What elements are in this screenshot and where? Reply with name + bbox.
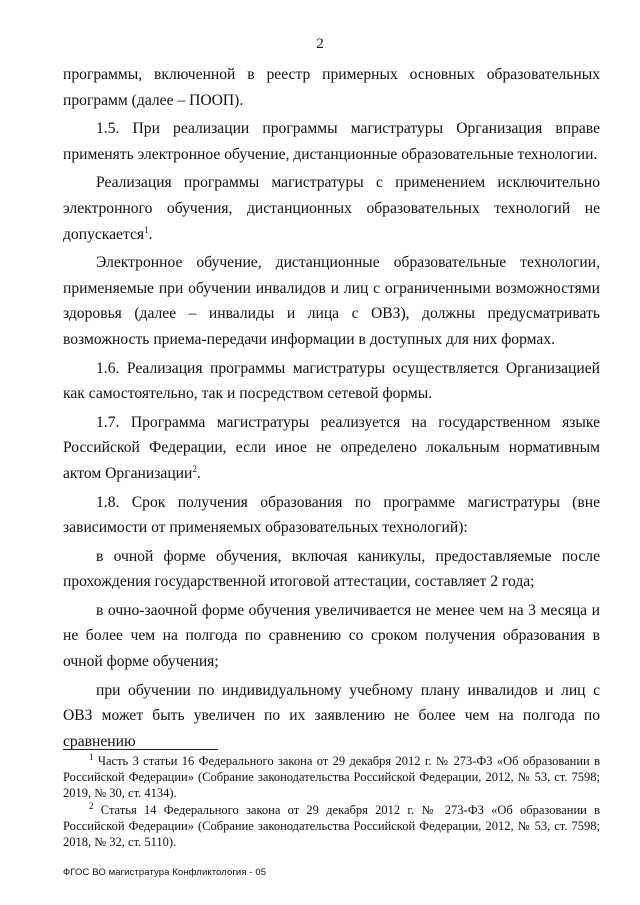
footnote-2 (63, 802, 600, 850)
footnote-ref-1: 1 (144, 224, 149, 235)
document-footer: ФГОС ВО магистратура Конфликтология - 05 (63, 867, 267, 878)
paragraph-1-7 (63, 410, 600, 487)
paragraph-part-time: в очно-заочной форме обучения увеличивается не менее чем на 3 месяца и не более чем на полгода по сравнению со сроком получения образования в очной форме обучения; (63, 601, 600, 671)
footnote-1 (63, 753, 600, 801)
paragraph-tail: . (196, 464, 201, 482)
footnotes (63, 753, 600, 851)
footnote-text: Статья 14 Федерального закона от 29 декабря 2012 г. № 273-ФЗ «Об образовании в Российской Федерации» (Собрание законодательства Российской Федерации, 2012, № 53, ст. 7598; 2018, № 32, ст. 5110). (63, 803, 601, 849)
paragraph-text: Реализация программы магистратуры с применением исключительно электронного обучения, дистанционных образовательных технологий не допускается (63, 174, 600, 243)
paragraph-exclusive-elearning (63, 170, 600, 247)
paragraph-1-8: 1.8. Срок получения образования по программе магистратуры (вне зависимости от применяемых образовательных технологий): (63, 493, 600, 537)
document-body (63, 62, 600, 757)
paragraph-continuation: программы, включенной в реестр примерных основных образовательных программ (далее – ПООП). (63, 66, 600, 109)
footnote-mark: 1 (89, 751, 94, 762)
paragraph-full-time: в очной форме обучения, включая каникулы, предоставляемые после прохождения государственной итоговой аттестации, составляет 2 года; (63, 547, 600, 591)
page-number: 2 (316, 36, 324, 52)
paragraph-1-5: 1.5. При реализации программы магистратуры Организация вправе применять электронное обучение, дистанционные образовательные технологии. (63, 120, 600, 163)
paragraph-text: 1.7. Программа магистратуры реализуется на государственном языке Российской Федерации, если иное не определено локальным нормативным актом Организации (63, 413, 600, 482)
footnote-text: Часть 3 статьи 16 Федерального закона от 29 декабря 2012 г. № 273-ФЗ «Об образовании в Российской Федерации» (Собрание законодательства Российской Федерации, 2012, № 53, ст. 7598; 2019, № 30, ст. 4134). (63, 754, 600, 800)
paragraph-ovz-elearning: Электронное обучение, дистанционные образовательные технологии, применяемые при обучении инвалидов и лиц с ограниченными возможностями здоровья (далее – инвалиды и лица с ОВЗ), должны предусматривать возможность приема-передачи информации в доступных для них формах. (63, 254, 600, 348)
footnote-mark: 2 (89, 800, 94, 811)
footnote-separator (63, 749, 218, 750)
footnote-ref-2: 2 (192, 463, 197, 474)
paragraph-1-6: 1.6. Реализация программы магистратуры осуществляется Организацией как самостоятельно, так и посредством сетевой формы. (63, 359, 600, 403)
paragraph-individual-plan: при обучении по индивидуальному учебному плану инвалидов и лиц с ОВЗ может быть увеличен по их заявлению не более чем на полгода по сравнению (63, 681, 600, 750)
paragraph-tail: . (148, 225, 153, 243)
